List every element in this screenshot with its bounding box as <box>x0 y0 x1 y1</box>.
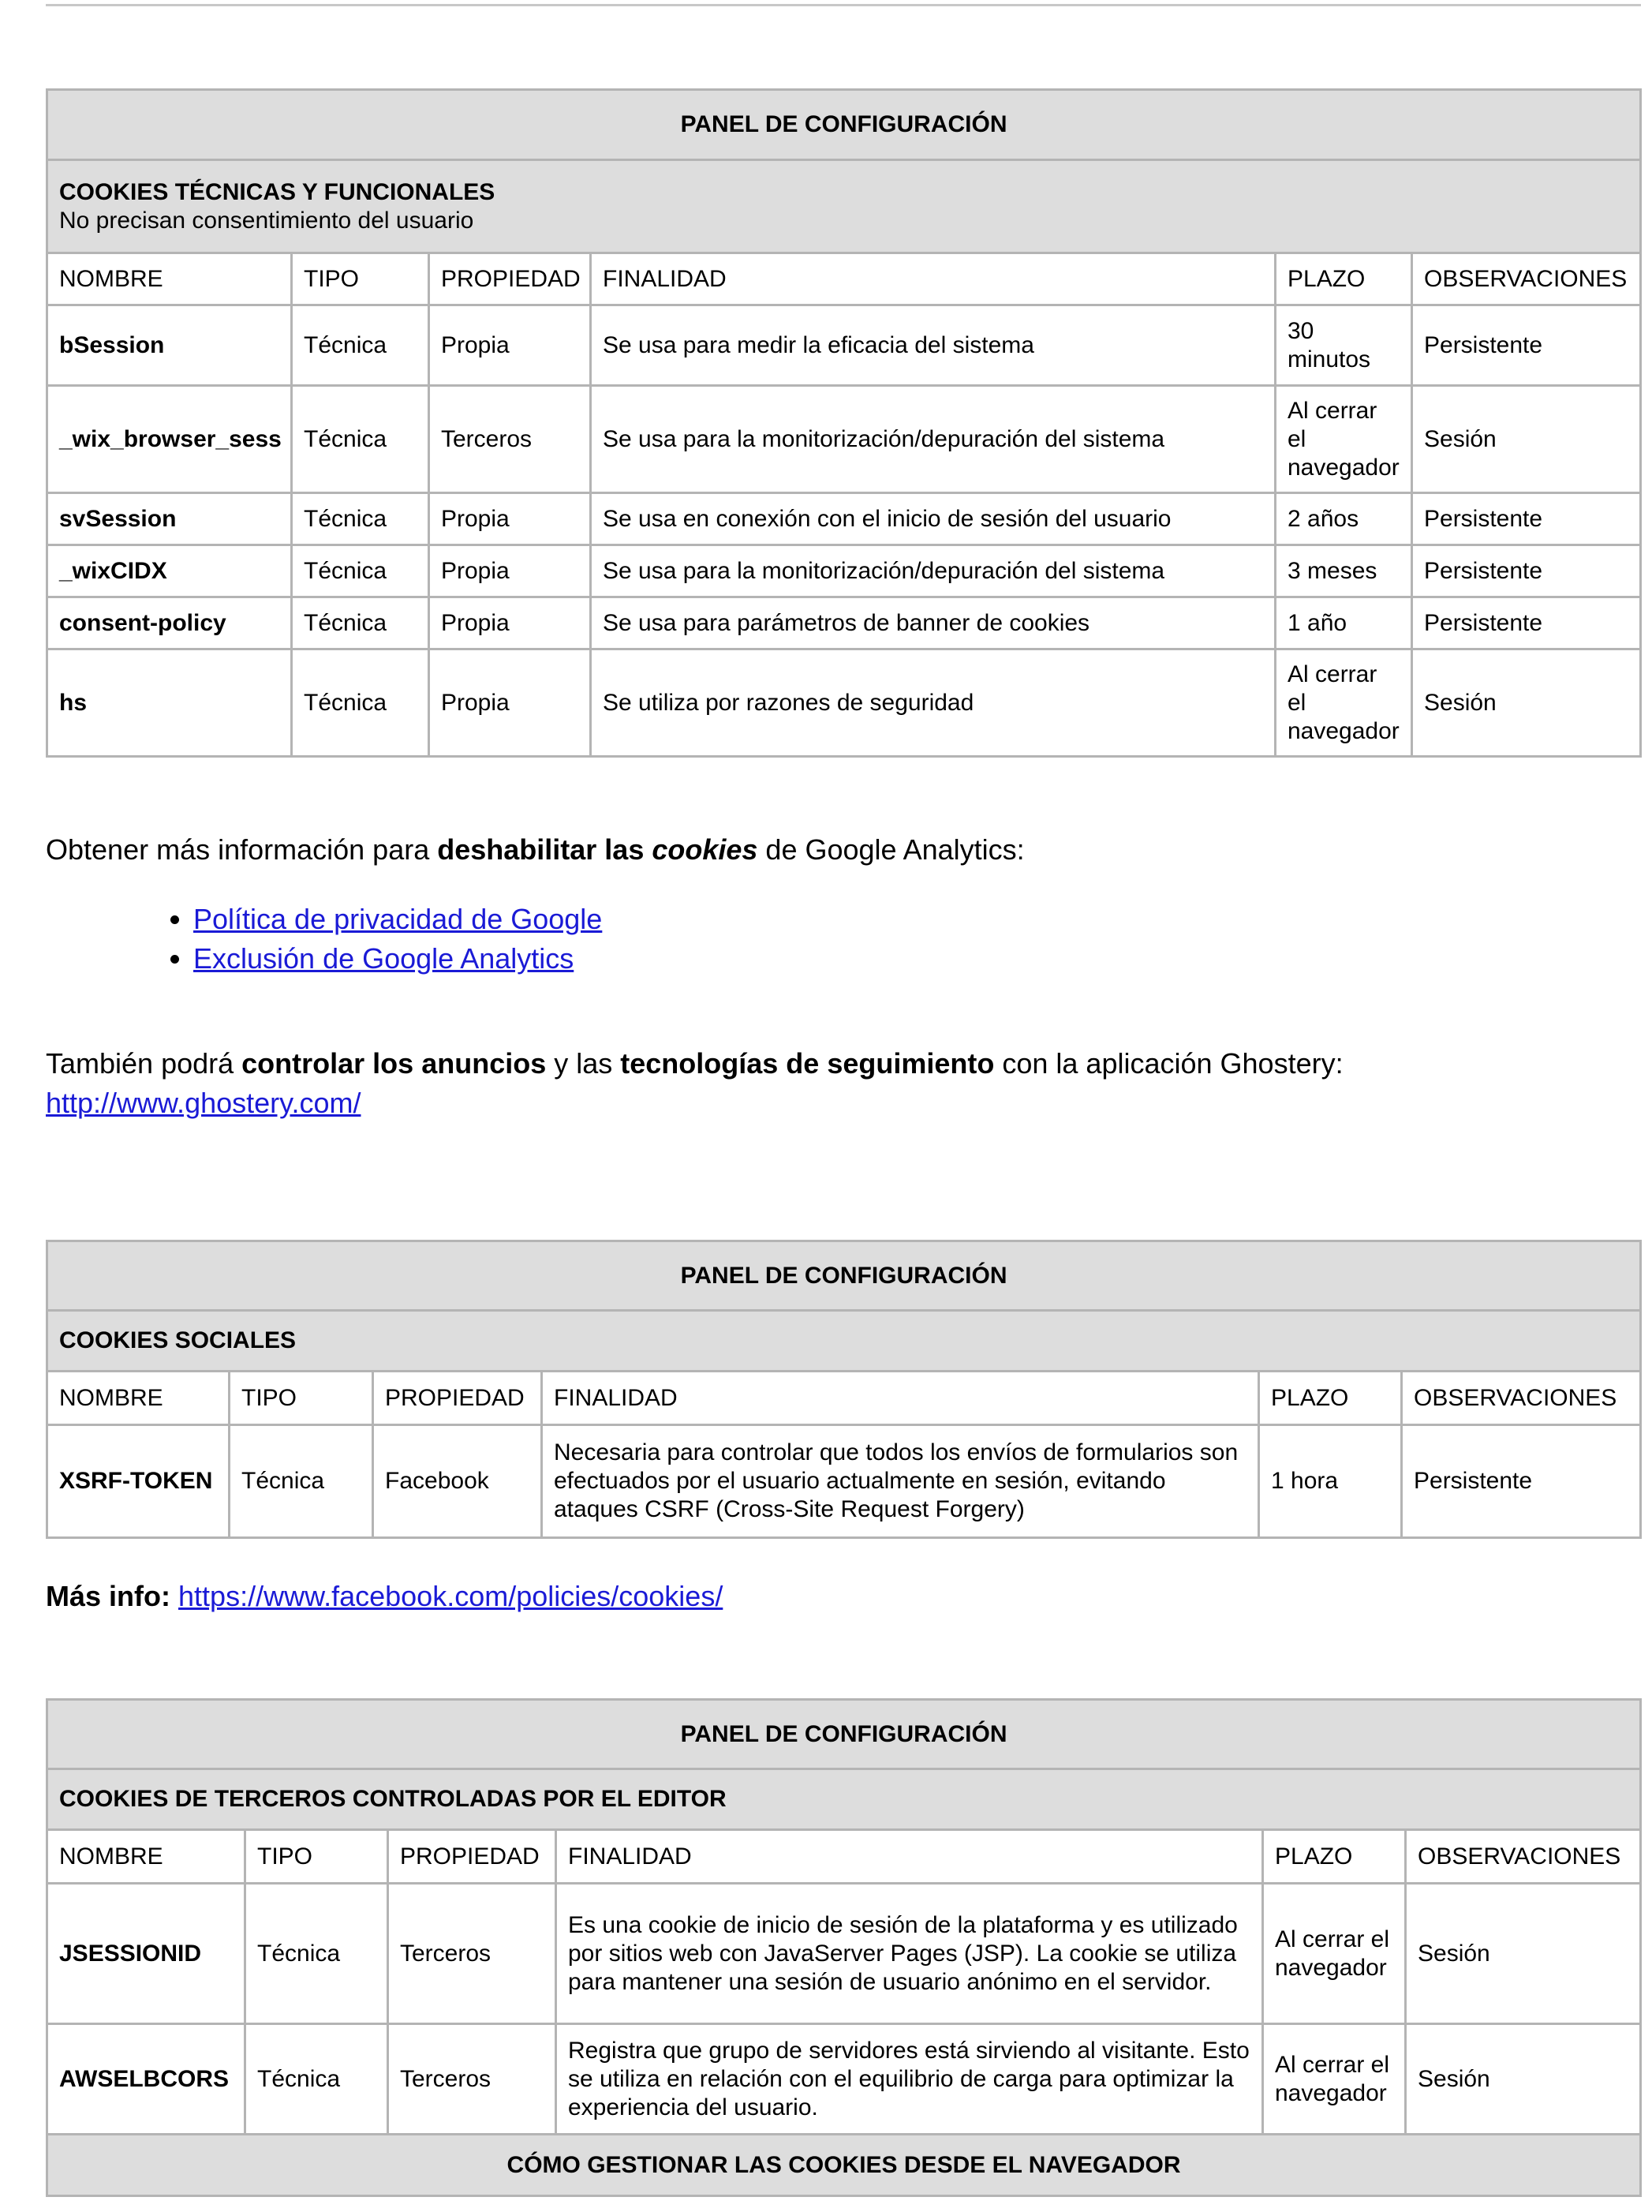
cookie-duration: Al cerrar el navegador <box>1263 2024 1406 2135</box>
table-row <box>47 597 1641 649</box>
google-privacy-link[interactable]: Política de privacidad de Google <box>193 903 603 935</box>
cookie-type: Técnica <box>292 597 429 649</box>
cookie-ownership: Propia <box>429 597 591 649</box>
ghostery-text-3: con la aplicación Ghostery: <box>994 1047 1344 1080</box>
table-row <box>47 1884 1641 2024</box>
cookie-duration: Al cerrar el navegador <box>1276 386 1412 493</box>
section-header <box>47 160 1641 253</box>
cookie-name: XSRF-TOKEN <box>47 1425 230 1538</box>
column-header-row <box>47 1372 1641 1425</box>
section-title: COOKIES DE TERCEROS CONTROLADAS POR EL EDITOR <box>47 1769 1641 1830</box>
cookie-ownership: Terceros <box>388 2024 556 2135</box>
panel-title: PANEL DE CONFIGURACIÓN <box>47 90 1641 160</box>
panel-third-party-cookies <box>46 1698 1639 2197</box>
social-cookies-table <box>46 1240 1642 1539</box>
col-header-tipo: TIPO <box>245 1830 388 1884</box>
cookie-type: Técnica <box>292 649 429 757</box>
cookie-duration: Al cerrar el navegador <box>1263 1884 1406 2024</box>
panel-social-cookies <box>46 1240 1639 1539</box>
cookie-type: Técnica <box>230 1425 373 1538</box>
cookie-duration: Al cerrar el navegador <box>1276 649 1412 757</box>
cookie-ownership: Facebook <box>373 1425 542 1538</box>
analytics-intro-italic: cookies <box>652 833 758 866</box>
technical-cookies-table <box>46 88 1642 758</box>
ghostery-paragraph <box>46 1044 1344 1123</box>
ghostery-bold-1: controlar los anuncios <box>241 1047 547 1080</box>
analytics-intro-text: Obtener más información para <box>46 833 438 866</box>
ghostery-text-1: También podrá <box>46 1047 242 1080</box>
cookie-purpose: Es una cookie de inicio de sesión de la plataforma y es utilizado por sitios web con JavaServer Pages (JSP). La cookie se utiliza para mantener una sesión de usuario anónimo en el servidor. <box>556 1884 1263 2024</box>
facebook-info <box>46 1577 723 1616</box>
cookie-observations: Persistente <box>1412 493 1641 545</box>
cookie-observations: Sesión <box>1412 649 1641 757</box>
col-header-nombre: NOMBRE <box>47 253 292 305</box>
cookie-ownership: Propia <box>429 649 591 757</box>
table-row <box>47 649 1641 757</box>
cookie-observations: Persistente <box>1412 305 1641 386</box>
analytics-intro-end: de Google Analytics: <box>757 833 1025 866</box>
cookie-duration: 30 minutos <box>1276 305 1412 386</box>
cookie-ownership: Propia <box>429 305 591 386</box>
cookie-observations: Sesión <box>1406 1884 1641 2024</box>
column-header-row <box>47 1830 1641 1884</box>
col-header-plazo: PLAZO <box>1263 1830 1406 1884</box>
panel-title: PANEL DE CONFIGURACIÓN <box>47 1700 1641 1769</box>
cookie-type: Técnica <box>245 2024 388 2135</box>
cookie-purpose: Se usa para medir la eficacia del sistema <box>591 305 1276 386</box>
cookie-type: Técnica <box>292 545 429 597</box>
column-header-row <box>47 253 1641 305</box>
analytics-links-list <box>146 900 602 979</box>
col-header-finalidad: FINALIDAD <box>542 1372 1259 1425</box>
section-subtitle: No precisan consentimiento del usuario <box>59 207 474 234</box>
panel-technical-cookies <box>46 88 1639 758</box>
ghostery-text-2: y las <box>546 1047 621 1080</box>
col-header-observaciones: OBSERVACIONES <box>1402 1372 1641 1425</box>
third-party-cookies-table <box>46 1698 1642 2197</box>
table-row <box>47 305 1641 386</box>
analytics-intro-bold: deshabilitar las <box>437 833 652 866</box>
col-header-nombre: NOMBRE <box>47 1372 230 1425</box>
col-header-propiedad: PROPIEDAD <box>429 253 591 305</box>
ghostery-link[interactable]: http://www.ghostery.com/ <box>46 1087 361 1119</box>
col-header-propiedad: PROPIEDAD <box>373 1372 542 1425</box>
cookie-observations: Persistente <box>1412 545 1641 597</box>
cookie-observations: Persistente <box>1412 597 1641 649</box>
table-row <box>47 493 1641 545</box>
col-header-tipo: TIPO <box>292 253 429 305</box>
cookie-type: Técnica <box>292 386 429 493</box>
google-analytics-optout-link[interactable]: Exclusión de Google Analytics <box>193 942 574 975</box>
analytics-intro <box>46 830 1025 870</box>
cookie-name: AWSELBCORS <box>47 2024 245 2135</box>
cookie-ownership: Terceros <box>429 386 591 493</box>
cookie-purpose: Se usa para la monitorización/depuración del sistema <box>591 386 1276 493</box>
cookie-name: hs <box>47 649 292 757</box>
cookie-purpose: Necesaria para controlar que todos los envíos de formularios son efectuados por el usuario actualmente en sesión, evitando ataques CSRF (Cross-Site Request Forgery) <box>542 1425 1259 1538</box>
col-header-tipo: TIPO <box>230 1372 373 1425</box>
cookie-name: JSESSIONID <box>47 1884 245 2024</box>
cookie-name: _wix_browser_sess <box>47 386 292 493</box>
col-header-finalidad: FINALIDAD <box>556 1830 1263 1884</box>
table-row <box>47 1425 1641 1538</box>
cookie-observations: Sesión <box>1412 386 1641 493</box>
cookie-observations: Persistente <box>1402 1425 1641 1538</box>
col-header-propiedad: PROPIEDAD <box>388 1830 556 1884</box>
cookie-name: consent-policy <box>47 597 292 649</box>
cookie-purpose: Se usa para la monitorización/depuración del sistema <box>591 545 1276 597</box>
col-header-observaciones: OBSERVACIONES <box>1406 1830 1641 1884</box>
cookie-name: svSession <box>47 493 292 545</box>
table-row <box>47 386 1641 493</box>
top-divider <box>46 4 1641 6</box>
cookie-observations: Sesión <box>1406 2024 1641 2135</box>
cookie-name: bSession <box>47 305 292 386</box>
list-item <box>193 900 602 939</box>
browser-cookies-heading: CÓMO GESTIONAR LAS COOKIES DESDE EL NAVEGADOR <box>47 2135 1641 2196</box>
col-header-nombre: NOMBRE <box>47 1830 245 1884</box>
cookie-duration: 1 hora <box>1259 1425 1402 1538</box>
cookie-purpose: Se usa en conexión con el inicio de sesión del usuario <box>591 493 1276 545</box>
cookie-purpose: Se usa para parámetros de banner de cookies <box>591 597 1276 649</box>
cookie-purpose: Registra que grupo de servidores está sirviendo al visitante. Esto se utiliza en relación con el equilibrio de carga para optimizar la experiencia del usuario. <box>556 2024 1263 2135</box>
cookie-ownership: Propia <box>429 545 591 597</box>
facebook-cookies-link[interactable]: https://www.facebook.com/policies/cookies/ <box>178 1580 723 1612</box>
section-title: COOKIES TÉCNICAS Y FUNCIONALES <box>59 178 495 205</box>
cookie-type: Técnica <box>292 305 429 386</box>
facebook-info-label: Más info: <box>46 1580 170 1612</box>
cookie-ownership: Propia <box>429 493 591 545</box>
table-row <box>47 2024 1641 2135</box>
section-title: COOKIES SOCIALES <box>47 1311 1641 1372</box>
cookie-duration: 3 meses <box>1276 545 1412 597</box>
col-header-plazo: PLAZO <box>1276 253 1412 305</box>
table-row <box>47 545 1641 597</box>
cookie-duration: 1 año <box>1276 597 1412 649</box>
col-header-plazo: PLAZO <box>1259 1372 1402 1425</box>
list-item <box>193 939 602 979</box>
cookie-type: Técnica <box>245 1884 388 2024</box>
col-header-finalidad: FINALIDAD <box>591 253 1276 305</box>
cookie-purpose: Se utiliza por razones de seguridad <box>591 649 1276 757</box>
cookie-ownership: Terceros <box>388 1884 556 2024</box>
col-header-observaciones: OBSERVACIONES <box>1412 253 1641 305</box>
ghostery-bold-2: tecnologías de seguimiento <box>620 1047 995 1080</box>
panel-title: PANEL DE CONFIGURACIÓN <box>47 1241 1641 1311</box>
cookie-type: Técnica <box>292 493 429 545</box>
cookie-name: _wixCIDX <box>47 545 292 597</box>
cookie-duration: 2 años <box>1276 493 1412 545</box>
